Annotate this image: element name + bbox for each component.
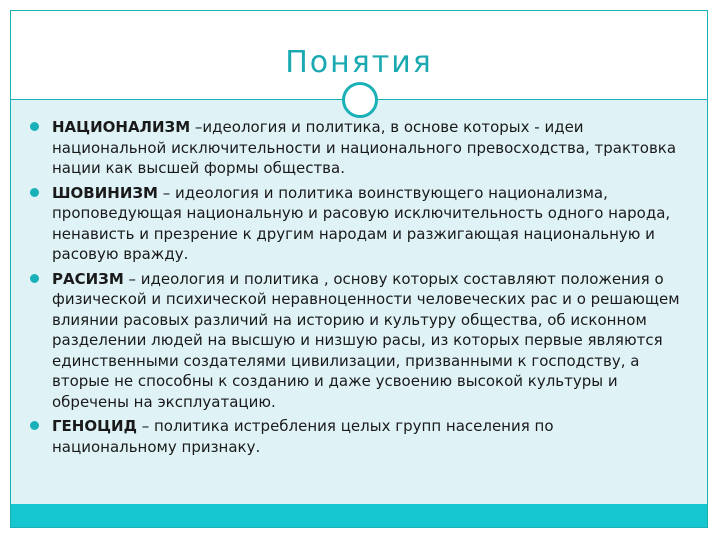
decorative-circle-icon <box>342 82 378 118</box>
definition-text: – идеология и политика воинствующего национализма, проповедующая национальную и расовую исключительность одного народа, ненависть и презрение к другим народам и разжигающая национальную и расовую вражду. <box>52 183 671 263</box>
definition-list <box>30 117 680 461</box>
bullet-icon <box>30 188 39 197</box>
bullet-icon <box>30 274 39 283</box>
list-item-chauvinism <box>30 183 680 265</box>
term-label: ГЕНОЦИД <box>52 417 137 435</box>
bullet-icon <box>30 122 39 131</box>
title-divider-right <box>378 99 707 100</box>
list-item-racism <box>30 269 680 413</box>
definition-text: – политика истребления целых групп населения по национальному признаку. <box>52 417 554 456</box>
bullet-icon <box>30 421 39 430</box>
bottom-bar <box>11 504 707 527</box>
term-label: РАСИЗМ <box>52 269 124 288</box>
list-item-genocide <box>30 416 680 457</box>
definition-text: – идеология и политика , основу которых составляют положения о физической и психической неравноценности человеческих рас и о решающем влиянии расовых различий на историю и культуру общества, об исконном разделении людей на высшую и низшую расы, из которых первые являются единственными создателями цивилизации, призванными к господству, а вторые не способны к созданию и даже усвоению высокой культуры и обречены на эксплуатацию. <box>52 269 680 411</box>
title-divider-left <box>11 99 342 100</box>
term-label: НАЦИОНАЛИЗМ <box>52 118 191 136</box>
term-label: ШОВИНИЗМ <box>52 183 158 202</box>
slide-title: Понятия <box>285 45 433 80</box>
definition-text: –идеология и политика, в основе которых - идеи национальной исключительности и национального превосходства, трактовка нации как высшей формы общества. <box>52 118 677 177</box>
list-item-nationalism <box>30 117 680 179</box>
